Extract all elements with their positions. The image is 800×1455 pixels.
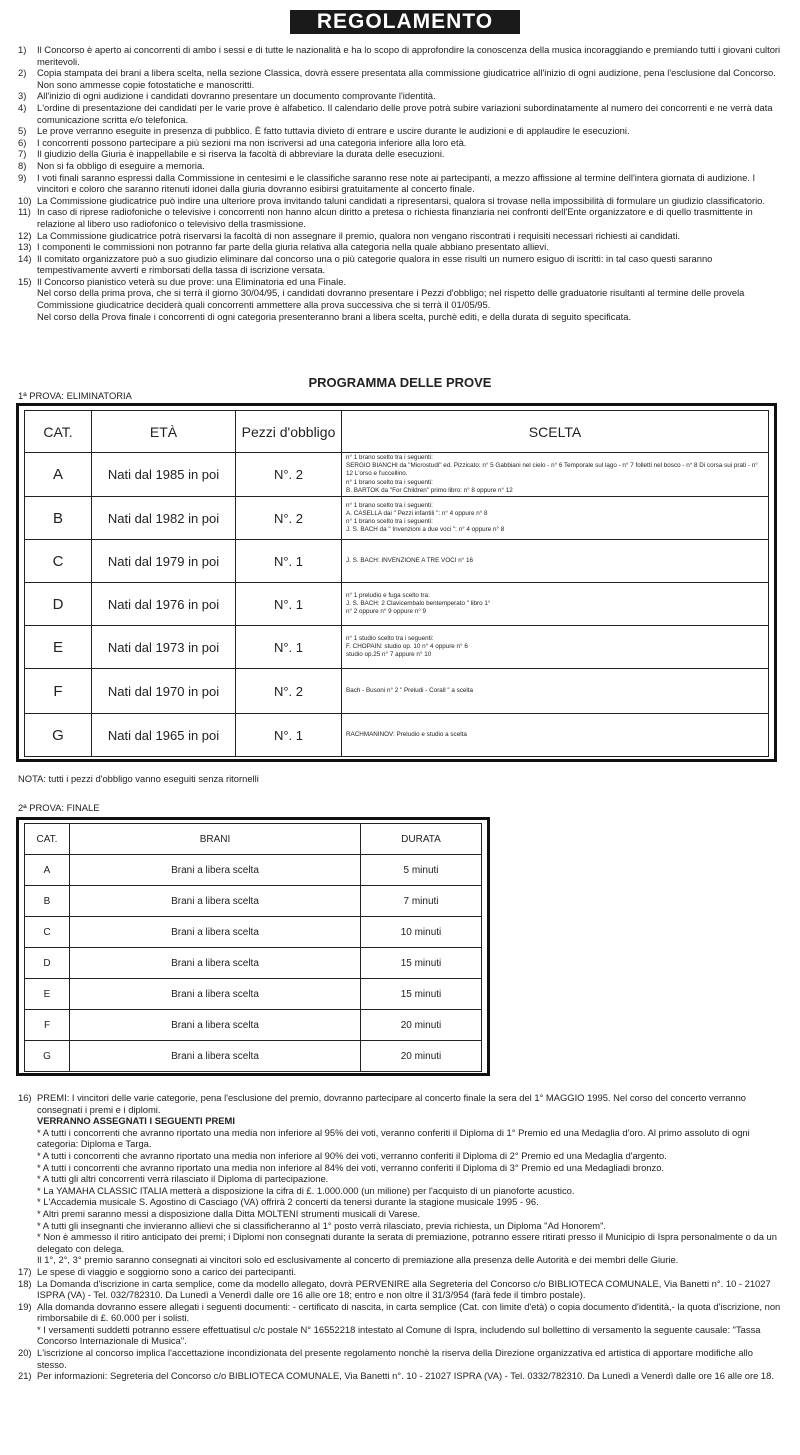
rule-item: 11) In caso di riprese radiofoniche o televisive i concorrenti non hanno alcun diritto a pretesa o richiesta finanziaria nei confronti dell'Ente organizzatore e di quello trasmittente in relazione al libero uso radiofonico o televisivo della trasmissione. (18, 206, 753, 229)
rule-item: 10) La Commissione giudicatrice può indire una ulteriore prova invitando taluni candidati a ripresentarsi, qualora si trovase nella impossibilità di formulare un giudizio classificatorio. (18, 194, 765, 206)
page-title: REGOLAMENTO (290, 10, 520, 34)
cell-cat: E (25, 626, 92, 669)
rule-item: 16) PREMI: I vincitori delle varie categorie, pena l'esclusione del premio, dovranno partecipare al concerto finale la sera del 1° MAGGIO 1995. Nel corso del concerto verranno consegnati i premi e i diplomi. (18, 1092, 747, 1115)
table-row: F Brani a libera scelta 20 minuti (25, 1010, 482, 1041)
table-row: D Brani a libera scelta 15 minuti (25, 948, 482, 979)
cell-pezzi: N°. 1 (236, 714, 342, 757)
header-cat: CAT. (25, 824, 70, 855)
premi-bullet: Il 1°, 2°, 3° premio saranno consegnati ai vincitori solo ed esclusivamente al concerto di premiazione alla presenza delle Autorità e dei membri delle Giurie. (37, 1254, 679, 1266)
table-row: A Brani a libera scelta 5 minuti (25, 855, 482, 886)
rule-item: * I versamenti suddetti potranno essere effettuatisul c/c postale N° 16552218 intestato al Comune di Ispra, includendo sul bollettino di versamento la seguente causale: "Tassa Concorso Internazionale di Musica". (37, 1323, 761, 1347)
rule-item: 8) Non si fa obbligo di eseguire a memoria. (18, 159, 205, 171)
premi-heading: VERRANNO ASSEGNATI I SEGUENTI PREMI (37, 1115, 235, 1127)
table-header-row (25, 411, 769, 453)
rule-item: 9) I voti finali saranno espressi dalla Commissione in centesimi e le classifiche saranno rese note ai partecipanti, a mezzo affissione al termine dell'intera giornata di audizione. I vincitori e coloro che saranno ritenuti idonei dalla giuria dovranno esibirsi gratuitamente al concerto finale. (18, 171, 756, 195)
cell-pezzi: N°. 1 (236, 626, 342, 669)
rule-item: 21) Per informazioni: Segreteria del Concorso c/o BIBLIOTECA COMUNALE, Via Banetti n°. 10 - 21027 ISPRA (VA) - Tel. 0332/782310. Da Lunedì a Venerdì dalle ore 16 alle ore 18. (18, 1370, 774, 1382)
cell-pezzi: N°. 2 (236, 497, 342, 540)
rule-item: 14) Il comitato organizzatore può a suo giudizio eliminare dal concorso una o più categorie qualora in esse risulti un numero esiguo di iscritti: in tal caso questi saranno tempestivamente avverti e rimborsati della tassa di iscrizione versata. (18, 252, 713, 276)
cell-scelta: RACHMANINOV: Preludio e studio a scelta (342, 714, 769, 757)
rule-15-paragraph: Nel corso della Prova finale i concorrenti di ogni categoria presenteranno brani a libera scelta, purchè editi, e della durata di seguito specificata. (37, 310, 632, 322)
table-row (25, 540, 769, 583)
cell-cat: F (25, 669, 92, 714)
rule-item: 19) Alla domanda dovranno essere allegati i seguenti documenti: - certificato di nascita, in carta semplice (Cat. con limite d'età) o copia documento d'identità,- la quota d'iscrizione, non rimborsabile di £. 60.000 per i solisti. (18, 1300, 781, 1324)
cell-eta: Nati dal 1982 in poi (92, 497, 236, 540)
rule-15-paragraph: Nel corso della prima prova, che si terrà il giorno 30/04/95, i candidati dovranno presentare i Pezzi d'obbligo; nel rispetto delle graduatorie risultanti al termine delle provela Commissione giudicatrice deciderà quali concorrenti ammettere alla prova successiva che si terrà il 01/05/95. (37, 287, 745, 311)
table-row (25, 453, 769, 497)
cell-pezzi: N°. 2 (236, 453, 342, 497)
table-row: B Brani a libera scelta 7 minuti (25, 886, 482, 917)
cell-eta: Nati dal 1976 in poi (92, 583, 236, 626)
eliminatoria-table (24, 410, 769, 757)
cell-eta: Nati dal 1970 in poi (92, 669, 236, 714)
cell-scelta: n° 1 brano scelto tra i seguenti: SERGIO BIANCHI da "Microstudi" ed. Pizzicato: n° 5 Gabbiani nel cielo - n° 6 Temporale sul lago - n° 7 folletti nel bosco - n° 8 Di corsa sui prati - n° 12 L'orso e l'uccellino. n° 1 brano scelto tra i seguenti: B. BARTOK da "For Children" primo libro: n° 8 oppure n° 12 (342, 453, 769, 497)
header-pezzi: Pezzi d'obbligo (236, 411, 342, 453)
premi-bullet: * A tutti i concorrenti che avranno riportato una media non inferiore al 95% dei voti, veranno conferiti il Diploma di 1° Premio ed una Medaglia d'oro. Al primo assoluto di ogni categoria: Diploma e Targa. (37, 1126, 750, 1150)
cell-scelta: n° 1 studio scelto tra i seguenti: F. CHOPAIN: studio op. 10 n° 4 oppure n° 6 studio op.25 n° 7 appure n° 10 (342, 626, 769, 669)
prova2-label: 2ª PROVA: FINALE (18, 802, 100, 813)
cell-pezzi: N°. 1 (236, 583, 342, 626)
premi-bullet: * A tutti i concorrenti che avranno riportato una media non inferiore al 84% dei voti, verranno conferiti il Diploma di 3° Premio ed una Medagliadi bronzo. (37, 1161, 665, 1173)
cell-scelta: n° 1 preludio e fuga scelto tra: J. S. BACH: 2 Clavicembalo bentemperato " libro 1° n° 2 oppure n° 9 oppure n° 9 (342, 583, 769, 626)
rules-section-2 (18, 1092, 784, 1382)
cell-cat: C (25, 540, 92, 583)
cell-cat: B (25, 497, 92, 540)
nota-text: NOTA: tutti i pezzi d'obbligo vanno eseguiti senza ritornelli (18, 773, 259, 784)
premi-bullet: * A tutti gli insegnanti che invieranno allievi che si classificheranno al 1° posto verrà rilasciato, previa richiesta, un Diploma "Ad Honorem". (37, 1219, 607, 1231)
cell-cat: D (25, 583, 92, 626)
cell-pezzi: N°. 2 (236, 669, 342, 714)
header-durata: DURATA (361, 824, 482, 855)
rule-item: 13) I componenti le commissioni non potranno far parte della giuria relativa alla categoria nella quale abbiano presentato allievi. (18, 241, 549, 253)
cell-scelta: J. S. BACH: INVENZIONE A TRE VOCI n° 16 (342, 540, 769, 583)
premi-bullet: * A tutti i concorrenti che avranno riportato una media non inferiore al 90% dei voti, verranno conferiti il Diploma di 2° Premio ed una Medaglia d'argento. (37, 1149, 667, 1161)
rule-item: 1) Il Concorso è aperto ai concorrenti di ambo i sessi e di tutte le nazionalità e ha lo scopo di approfondire la conoscenza della musica incoraggiando e premiando tutti i giovani cultori meritevoli. (18, 44, 781, 67)
premi-bullet: * Altri premi saranno messi a disposizione dalla Ditta MOLTENI strumenti musicali di Varese. (37, 1207, 421, 1219)
finale-table (24, 823, 482, 1072)
premi-bullet: * L'Accademia musicale S. Agostino di Casciago (VA) offrirà 2 concerti da tenersi durante la stagione musicale 1995 - 96. (37, 1196, 539, 1208)
premi-bullet: * A tutti gli altri concorrenti verrà rilasciato il Diploma di partecipazione. (37, 1173, 329, 1185)
cell-scelta: Bach - Busoni n° 2 " Preludi - Corall " a scelta (342, 669, 769, 714)
programma-heading: PROGRAMMA DELLE PROVE (308, 375, 492, 390)
rule-item: 7) Il giudizio della Giuria è inappellabile e si riserva la facoltà di abbreviare la durata delle esecuzioni. (18, 148, 445, 160)
rule-item: 4) L'ordine di presentazione dei candidati per le varie prove è alfabetico. Il calendario delle prove potrà subire variazioni subordinatamente al numero dei concorrenti e ne verrà data comunicazione scritta e/o telefonica. (18, 101, 773, 125)
header-scelta: SCELTA (342, 411, 769, 453)
rule-item: 6) I concorrenti possono partecipare a più sezioni ma non iscriversi ad una categoria inferiore alla loro età. (18, 136, 467, 148)
rule-item: 5) Le prove verranno eseguite in presenza di pubblico. È fatto tuttavia divieto di entrare e uscire durante le audizioni e di applaudire le esecuzioni. (18, 125, 630, 137)
table-row (25, 714, 769, 757)
rules-section-1 (18, 44, 784, 322)
table-row (25, 669, 769, 714)
premi-bullet: * La YAMAHA CLASSIC ITALIA metterà a disposizione la cifra di £. 1.000.000 (un milione) per l'acquisto di un pianoforte acustico. (37, 1184, 575, 1196)
premi-bullet: * Non è ammesso il ritiro anticipato dei premi; i Diplomi non consegnati durante la serata di premiazione, potranno essere ritirati presso il Municipio di Ispra personalmente o da un delegato con delega. (37, 1231, 777, 1254)
table-row (25, 626, 769, 669)
cell-eta: Nati dal 1965 in poi (92, 714, 236, 757)
cell-eta: Nati dal 1973 in poi (92, 626, 236, 669)
cell-scelta: n° 1 brano scelto tra i seguenti: A. CASELLA dai " Pezzi infantili ": n° 4 oppure n° 8 n° 1 brano scelto tra i seguenti: J. S. BACH da " Invenzioni a due voci ": n° 4 oppure n° 8 (342, 497, 769, 540)
table-row: G Brani a libera scelta 20 minuti (25, 1041, 482, 1072)
rule-item: 17) Le spese di viaggio e soggiorno sono a carico dei partecipanti. (18, 1265, 297, 1277)
cell-cat: G (25, 714, 92, 757)
cell-eta: Nati dal 1985 in poi (92, 453, 236, 497)
prova1-label: 1ª PROVA: ELIMINATORIA (18, 390, 132, 401)
table-row (25, 497, 769, 540)
header-eta: ETÀ (92, 411, 236, 453)
table-row: E Brani a libera scelta 15 minuti (25, 979, 482, 1010)
rule-item: 2) Copia stampata dei brani a libera scelta, nella sezione Classica, dovrà essere presentata alla commissione giudicatrice all'inizio di ogni audizione, pena l'esclusione dal Concorso. Non sono ammesse copie fotostatiche e manoscritti. (18, 67, 776, 90)
rule-item: 3) All'inizio di ogni audizione i candidati dovranno presentare un documento comprovante l'identità. (18, 90, 436, 102)
rule-item: 20) L'iscrizione al concorso implica l'accettazione incondizionata del presente regolamento nonchè la riserva della Direzione organizzativa ed artistica di apportare modifiche allo stesso. (18, 1347, 753, 1370)
table-header-row (25, 824, 482, 855)
table-row: C Brani a libera scelta 10 minuti (25, 917, 482, 948)
cell-eta: Nati dal 1979 in poi (92, 540, 236, 583)
header-brani: BRANI (70, 824, 361, 855)
rule-item: 15) Il Concorso pianistico veterà su due prove: una Eliminatoria ed una Finale. (18, 275, 347, 287)
table-row (25, 583, 769, 626)
header-cat: CAT. (25, 411, 92, 453)
rule-item: 18) La Domanda d'iscrizione in carta semplice, come da modello allegato, dovrà PERVENIRE alla Segreteria del Concorso c/o BIBLIOTECA COMUNALE, Via Banetti n°. 10 - 21027 ISPRA (VA) - Tel. 032/782310. Da Lunedì a Venerdì dalle ore 16 alle ore 18; entro e non oltre il 31/3/954 (farà fede il timbro postale). (18, 1277, 771, 1301)
cell-cat: A (25, 453, 92, 497)
cell-pezzi: N°. 1 (236, 540, 342, 583)
rule-item: 12) La Commissione giudicatrice potrà riservarsi la facoltà di non assegnare il premio, qualora non vengano riscontrati i requisiti necessari richiesti ai candidati. (18, 229, 681, 241)
